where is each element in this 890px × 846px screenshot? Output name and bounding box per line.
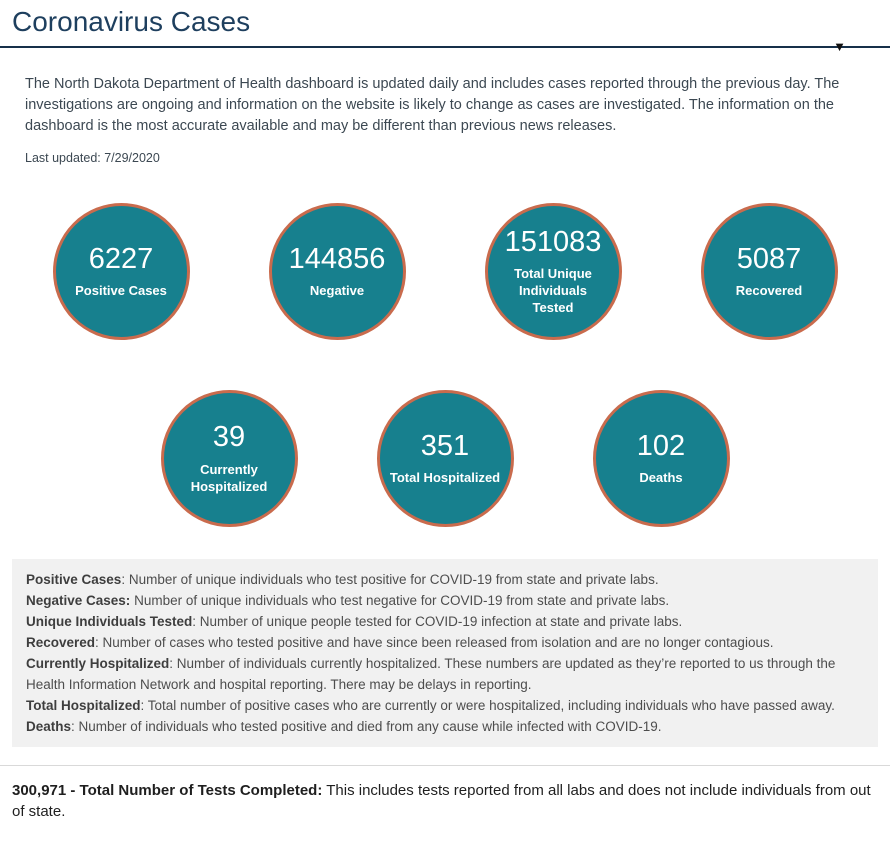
definition-unique-individuals-tested: Unique Individuals Tested: Number of unique people tested for COVID-19 infection at state and private labs. [26,614,683,629]
stat-value: 351 [420,429,470,462]
stat-circle-positive-cases [53,203,190,340]
total-tests-label: 300,971 - Total Number of Tests Completed: [12,782,323,799]
stat-value: 102 [636,429,686,462]
total-tests-text: This includes tests reported from all labs and does not include individuals from out of state. [12,782,871,820]
stat-circle-total-unique-tested [485,203,622,340]
stat-circle-currently-hospitalized [161,390,298,527]
stat-circle-total-hospitalized [377,390,514,527]
stat-value: 5087 [736,242,802,275]
stat-label: Currently Hospitalized [190,461,268,494]
stat-circle-deaths [593,390,730,527]
stat-label: Positive Cases [75,283,167,299]
page-header [0,0,890,54]
total-tests-summary [0,765,890,822]
stat-label: Deaths [639,470,683,486]
page-title: Coronavirus Cases [12,6,251,37]
collapse-caret-icon[interactable]: ▼ [833,39,846,54]
definition-deaths: Deaths: Number of individuals who tested positive and died from any cause while infected with COVID-19. [26,719,662,734]
intro-paragraph: The North Dakota Department of Health dashboard is updated daily and includes cases reported through the previous day. The investigations are ongoing and information on the website is likely to change as cases are investigated. The information on the dashboard is the most accurate available and may be different than previous news releases. [25,76,840,134]
stats-row-2 [0,390,890,527]
definitions-box [12,559,878,747]
stats-row-1 [0,203,890,340]
last-updated-text: Last updated: 7/29/2020 [25,151,160,165]
definition-negative-cases: Negative Cases: Number of unique individuals who test negative for COVID-19 from state and private labs. [26,593,670,608]
definition-recovered: Recovered: Number of cases who tested positive and have since been released from isolation and are no longer contagious. [26,635,774,650]
stat-label: Recovered [735,283,803,299]
stat-value: 6227 [88,242,154,275]
stat-label: Total Hospitalized [389,470,501,486]
stat-value: 39 [212,421,246,454]
stat-value: 151083 [504,225,602,258]
stat-circle-negative [269,203,406,340]
stat-label: Total Unique Individuals Tested [514,266,592,316]
stat-circle-recovered [701,203,838,340]
stat-value: 144856 [288,242,386,275]
definition-currently-hospitalized: Currently Hospitalized: Number of individuals currently hospitalized. These numbers are updated as they’re reported to us through the Health Information Network and hospital reporting. There may be delays in reporting. [26,656,836,692]
definition-positive-cases: Positive Cases: Number of unique individuals who test positive for COVID-19 from state and private labs. [26,572,659,587]
stat-label: Negative [309,283,365,299]
header-divider [0,46,890,48]
definition-total-hospitalized: Total Hospitalized: Total number of positive cases who are currently or were hospitalized, including individuals who have passed away. [26,698,835,713]
